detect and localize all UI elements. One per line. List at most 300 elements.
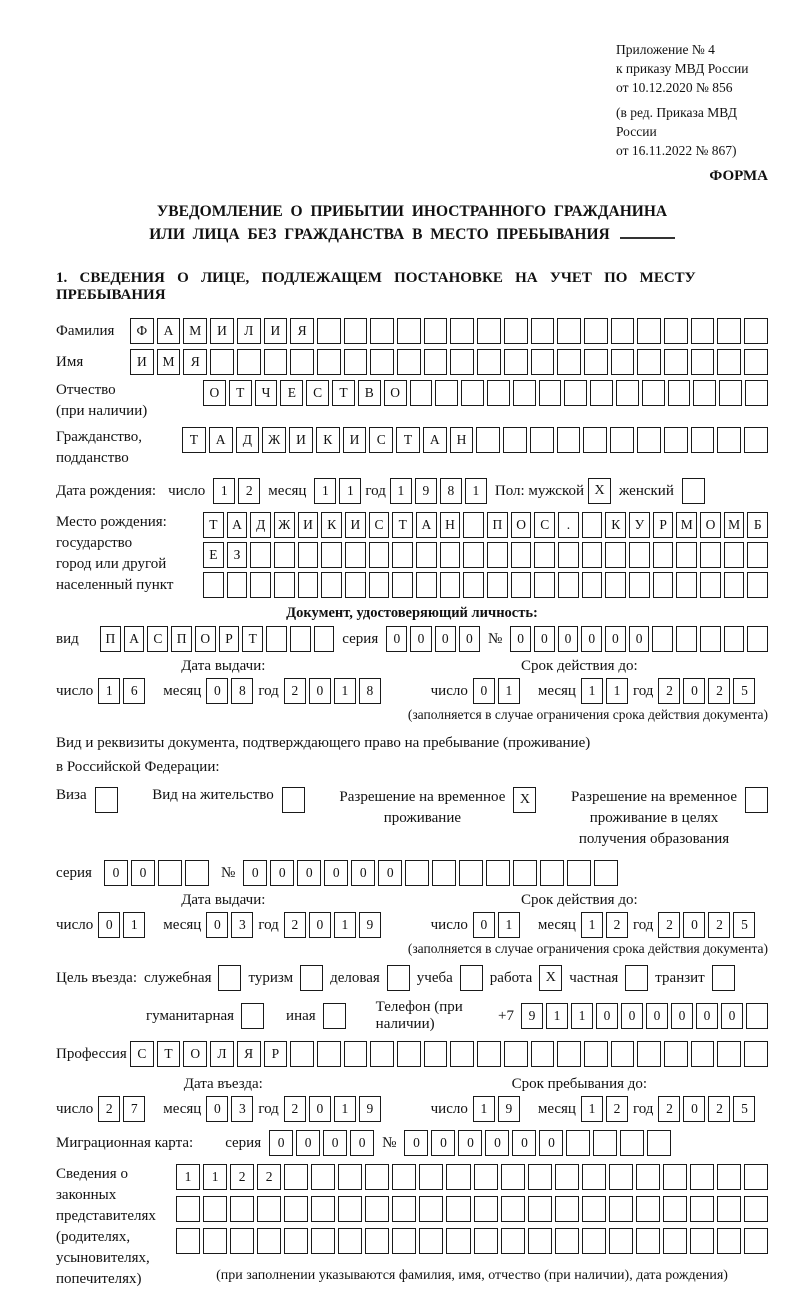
sex-male-checkbox[interactable]: X — [588, 478, 611, 504]
char-cell[interactable] — [700, 542, 721, 568]
char-cell[interactable] — [487, 542, 508, 568]
char-cell[interactable]: К — [316, 427, 340, 453]
char-cell[interactable] — [504, 318, 528, 344]
char-cell[interactable] — [511, 542, 532, 568]
char-cell[interactable]: 0 — [683, 678, 705, 704]
char-cell[interactable]: А — [423, 427, 447, 453]
char-cell[interactable] — [664, 1041, 688, 1067]
char-cell[interactable]: 1 — [213, 478, 235, 504]
char-cell[interactable]: 0 — [309, 1096, 331, 1122]
char-cell[interactable] — [582, 542, 603, 568]
char-cell[interactable] — [744, 349, 768, 375]
char-cell[interactable]: С — [147, 626, 168, 652]
char-cell[interactable] — [582, 572, 603, 598]
char-cell[interactable]: 6 — [123, 678, 145, 704]
char-cell[interactable]: 1 — [581, 1096, 603, 1122]
char-cell[interactable] — [250, 572, 271, 598]
char-cell[interactable] — [636, 1164, 660, 1190]
char-cell[interactable]: 0 — [696, 1003, 718, 1029]
char-cell[interactable]: 0 — [351, 860, 375, 886]
char-cell[interactable]: 1 — [465, 478, 487, 504]
char-cell[interactable] — [486, 860, 510, 886]
char-cell[interactable]: 3 — [231, 1096, 253, 1122]
char-cell[interactable] — [584, 1041, 608, 1067]
char-cell[interactable]: Я — [290, 318, 314, 344]
char-cell[interactable] — [463, 572, 484, 598]
char-cell[interactable] — [690, 1164, 714, 1190]
char-cell[interactable]: 2 — [606, 1096, 628, 1122]
char-cell[interactable] — [392, 1196, 416, 1222]
char-cell[interactable]: 1 — [176, 1164, 200, 1190]
purpose-other-checkbox[interactable] — [323, 1003, 346, 1029]
char-cell[interactable]: 9 — [521, 1003, 543, 1029]
char-cell[interactable]: 0 — [104, 860, 128, 886]
char-cell[interactable]: 1 — [339, 478, 361, 504]
char-cell[interactable] — [717, 1041, 741, 1067]
char-cell[interactable] — [477, 318, 501, 344]
char-cell[interactable] — [534, 542, 555, 568]
char-cell[interactable] — [719, 380, 742, 406]
char-cell[interactable] — [311, 1164, 335, 1190]
char-cell[interactable] — [676, 572, 697, 598]
char-cell[interactable]: 0 — [721, 1003, 743, 1029]
char-cell[interactable] — [397, 1041, 421, 1067]
char-cell[interactable]: 0 — [646, 1003, 668, 1029]
char-cell[interactable]: 1 — [546, 1003, 568, 1029]
char-cell[interactable]: 1 — [334, 912, 356, 938]
char-cell[interactable]: 0 — [485, 1130, 509, 1156]
char-cell[interactable]: Т — [182, 427, 206, 453]
char-cell[interactable] — [477, 1041, 501, 1067]
char-cell[interactable] — [317, 349, 341, 375]
char-cell[interactable] — [185, 860, 209, 886]
char-cell[interactable] — [584, 349, 608, 375]
char-cell[interactable] — [582, 512, 603, 538]
char-cell[interactable] — [700, 626, 721, 652]
char-cell[interactable]: Ж — [262, 427, 286, 453]
char-cell[interactable]: К — [321, 512, 342, 538]
char-cell[interactable]: И — [210, 318, 234, 344]
char-cell[interactable] — [504, 1041, 528, 1067]
char-cell[interactable] — [744, 1196, 768, 1222]
char-cell[interactable]: 0 — [605, 626, 626, 652]
char-cell[interactable]: Т — [392, 512, 413, 538]
char-cell[interactable]: М — [724, 512, 745, 538]
char-cell[interactable] — [365, 1228, 389, 1254]
char-cell[interactable] — [392, 1228, 416, 1254]
char-cell[interactable] — [629, 572, 650, 598]
char-cell[interactable] — [321, 572, 342, 598]
char-cell[interactable] — [584, 318, 608, 344]
char-cell[interactable] — [504, 349, 528, 375]
char-cell[interactable]: Б — [747, 512, 768, 538]
char-cell[interactable] — [609, 1196, 633, 1222]
char-cell[interactable]: Л — [210, 1041, 234, 1067]
char-cell[interactable]: 0 — [324, 860, 348, 886]
char-cell[interactable] — [290, 626, 311, 652]
char-cell[interactable]: 9 — [359, 1096, 381, 1122]
char-cell[interactable]: 0 — [297, 860, 321, 886]
char-cell[interactable] — [620, 1130, 644, 1156]
char-cell[interactable]: И — [345, 512, 366, 538]
char-cell[interactable]: 5 — [733, 912, 755, 938]
char-cell[interactable]: С — [369, 427, 393, 453]
char-cell[interactable]: 8 — [231, 678, 253, 704]
char-cell[interactable] — [290, 1041, 314, 1067]
char-cell[interactable] — [540, 860, 564, 886]
char-cell[interactable]: Е — [203, 542, 224, 568]
char-cell[interactable] — [392, 1164, 416, 1190]
char-cell[interactable]: В — [358, 380, 381, 406]
char-cell[interactable] — [511, 572, 532, 598]
char-cell[interactable] — [345, 572, 366, 598]
char-cell[interactable]: Р — [653, 512, 674, 538]
char-cell[interactable]: И — [298, 512, 319, 538]
char-cell[interactable] — [365, 1164, 389, 1190]
char-cell[interactable] — [459, 860, 483, 886]
char-cell[interactable] — [564, 380, 587, 406]
char-cell[interactable]: 8 — [440, 478, 462, 504]
char-cell[interactable]: 0 — [323, 1130, 347, 1156]
char-cell[interactable]: Н — [450, 427, 474, 453]
char-cell[interactable]: 0 — [206, 1096, 228, 1122]
char-cell[interactable] — [210, 349, 234, 375]
char-cell[interactable]: 1 — [498, 678, 520, 704]
char-cell[interactable] — [593, 1130, 617, 1156]
char-cell[interactable] — [582, 1196, 606, 1222]
char-cell[interactable] — [653, 572, 674, 598]
char-cell[interactable] — [450, 1041, 474, 1067]
char-cell[interactable]: 2 — [708, 912, 730, 938]
char-cell[interactable] — [298, 542, 319, 568]
char-cell[interactable] — [664, 349, 688, 375]
char-cell[interactable] — [463, 512, 484, 538]
char-cell[interactable]: А — [227, 512, 248, 538]
char-cell[interactable]: 1 — [334, 1096, 356, 1122]
char-cell[interactable]: 0 — [269, 1130, 293, 1156]
char-cell[interactable] — [424, 318, 448, 344]
char-cell[interactable]: 0 — [378, 860, 402, 886]
char-cell[interactable]: Л — [237, 318, 261, 344]
char-cell[interactable] — [370, 349, 394, 375]
char-cell[interactable]: 1 — [123, 912, 145, 938]
char-cell[interactable] — [717, 1164, 741, 1190]
char-cell[interactable] — [663, 1228, 687, 1254]
char-cell[interactable]: 2 — [284, 1096, 306, 1122]
char-cell[interactable] — [605, 542, 626, 568]
char-cell[interactable]: 8 — [359, 678, 381, 704]
char-cell[interactable] — [629, 542, 650, 568]
char-cell[interactable]: 1 — [571, 1003, 593, 1029]
char-cell[interactable] — [369, 572, 390, 598]
char-cell[interactable] — [717, 1196, 741, 1222]
char-cell[interactable] — [652, 626, 673, 652]
char-cell[interactable] — [477, 349, 501, 375]
char-cell[interactable] — [690, 1228, 714, 1254]
char-cell[interactable] — [717, 427, 741, 453]
char-cell[interactable]: 1 — [581, 912, 603, 938]
char-cell[interactable] — [663, 1164, 687, 1190]
char-cell[interactable]: 0 — [431, 1130, 455, 1156]
char-cell[interactable]: С — [306, 380, 329, 406]
char-cell[interactable]: П — [171, 626, 192, 652]
char-cell[interactable]: Т — [157, 1041, 181, 1067]
char-cell[interactable]: 0 — [404, 1130, 428, 1156]
char-cell[interactable] — [744, 1041, 768, 1067]
char-cell[interactable] — [474, 1164, 498, 1190]
char-cell[interactable]: И — [343, 427, 367, 453]
char-cell[interactable] — [344, 349, 368, 375]
char-cell[interactable] — [311, 1196, 335, 1222]
char-cell[interactable] — [744, 1228, 768, 1254]
char-cell[interactable] — [476, 427, 500, 453]
char-cell[interactable]: О — [511, 512, 532, 538]
char-cell[interactable] — [461, 380, 484, 406]
char-cell[interactable] — [416, 542, 437, 568]
char-cell[interactable]: И — [130, 349, 154, 375]
char-cell[interactable]: А — [416, 512, 437, 538]
char-cell[interactable] — [594, 860, 618, 886]
char-cell[interactable] — [176, 1196, 200, 1222]
char-cell[interactable]: 0 — [206, 912, 228, 938]
char-cell[interactable]: 2 — [708, 1096, 730, 1122]
char-cell[interactable] — [237, 349, 261, 375]
purpose-humanitarian-checkbox[interactable] — [241, 1003, 264, 1029]
char-cell[interactable]: Я — [183, 349, 207, 375]
residence-permit-checkbox[interactable] — [282, 787, 305, 813]
char-cell[interactable] — [530, 427, 554, 453]
char-cell[interactable] — [432, 860, 456, 886]
char-cell[interactable]: Ж — [274, 512, 295, 538]
char-cell[interactable] — [203, 1228, 227, 1254]
char-cell[interactable]: Ч — [255, 380, 278, 406]
char-cell[interactable]: О — [203, 380, 226, 406]
char-cell[interactable]: Н — [440, 512, 461, 538]
char-cell[interactable]: 5 — [733, 1096, 755, 1122]
char-cell[interactable]: 9 — [498, 1096, 520, 1122]
char-cell[interactable] — [419, 1228, 443, 1254]
char-cell[interactable] — [531, 349, 555, 375]
char-cell[interactable] — [642, 380, 665, 406]
char-cell[interactable] — [558, 542, 579, 568]
purpose-work-checkbox[interactable]: X — [539, 965, 562, 991]
char-cell[interactable] — [501, 1164, 525, 1190]
char-cell[interactable] — [744, 1164, 768, 1190]
char-cell[interactable]: К — [605, 512, 626, 538]
char-cell[interactable]: 0 — [558, 626, 579, 652]
char-cell[interactable] — [158, 860, 182, 886]
char-cell[interactable]: 0 — [410, 626, 431, 652]
char-cell[interactable] — [397, 349, 421, 375]
char-cell[interactable] — [274, 572, 295, 598]
char-cell[interactable] — [691, 427, 715, 453]
char-cell[interactable] — [611, 318, 635, 344]
char-cell[interactable] — [744, 427, 768, 453]
char-cell[interactable] — [257, 1196, 281, 1222]
char-cell[interactable]: 2 — [238, 478, 260, 504]
char-cell[interactable] — [653, 542, 674, 568]
char-cell[interactable] — [609, 1164, 633, 1190]
char-cell[interactable] — [410, 380, 433, 406]
purpose-transit-checkbox[interactable] — [712, 965, 735, 991]
char-cell[interactable]: С — [369, 512, 390, 538]
char-cell[interactable] — [266, 626, 287, 652]
char-cell[interactable] — [582, 1164, 606, 1190]
char-cell[interactable]: О — [700, 512, 721, 538]
char-cell[interactable]: 1 — [390, 478, 412, 504]
char-cell[interactable]: С — [130, 1041, 154, 1067]
char-cell[interactable] — [513, 380, 536, 406]
char-cell[interactable] — [311, 1228, 335, 1254]
char-cell[interactable] — [567, 860, 591, 886]
char-cell[interactable] — [637, 318, 661, 344]
char-cell[interactable]: О — [183, 1041, 207, 1067]
char-cell[interactable]: П — [100, 626, 121, 652]
char-cell[interactable] — [463, 542, 484, 568]
char-cell[interactable]: 2 — [230, 1164, 254, 1190]
char-cell[interactable]: З — [227, 542, 248, 568]
char-cell[interactable] — [557, 318, 581, 344]
char-cell[interactable]: 0 — [309, 912, 331, 938]
char-cell[interactable] — [314, 626, 335, 652]
char-cell[interactable] — [405, 860, 429, 886]
char-cell[interactable] — [501, 1196, 525, 1222]
char-cell[interactable]: М — [157, 349, 181, 375]
purpose-official-checkbox[interactable] — [218, 965, 241, 991]
char-cell[interactable]: 0 — [473, 678, 495, 704]
char-cell[interactable]: 1 — [581, 678, 603, 704]
char-cell[interactable] — [487, 380, 510, 406]
char-cell[interactable] — [176, 1228, 200, 1254]
char-cell[interactable] — [663, 1196, 687, 1222]
char-cell[interactable]: Ф — [130, 318, 154, 344]
char-cell[interactable] — [227, 572, 248, 598]
char-cell[interactable]: О — [384, 380, 407, 406]
char-cell[interactable] — [744, 318, 768, 344]
char-cell[interactable] — [397, 318, 421, 344]
char-cell[interactable]: 2 — [284, 678, 306, 704]
char-cell[interactable]: 0 — [683, 1096, 705, 1122]
char-cell[interactable] — [637, 427, 661, 453]
char-cell[interactable] — [369, 542, 390, 568]
char-cell[interactable] — [609, 1228, 633, 1254]
char-cell[interactable] — [474, 1196, 498, 1222]
char-cell[interactable]: 1 — [314, 478, 336, 504]
char-cell[interactable] — [539, 380, 562, 406]
char-cell[interactable] — [370, 1041, 394, 1067]
char-cell[interactable]: 0 — [459, 626, 480, 652]
char-cell[interactable] — [746, 1003, 768, 1029]
char-cell[interactable] — [487, 572, 508, 598]
char-cell[interactable]: 1 — [473, 1096, 495, 1122]
char-cell[interactable]: 0 — [534, 626, 555, 652]
char-cell[interactable]: Д — [236, 427, 260, 453]
char-cell[interactable]: Т — [396, 427, 420, 453]
char-cell[interactable]: А — [209, 427, 233, 453]
char-cell[interactable] — [392, 572, 413, 598]
char-cell[interactable] — [693, 380, 716, 406]
char-cell[interactable]: 0 — [386, 626, 407, 652]
temp-residence-edu-checkbox[interactable] — [745, 787, 768, 813]
char-cell[interactable] — [691, 318, 715, 344]
char-cell[interactable]: 0 — [683, 912, 705, 938]
char-cell[interactable] — [637, 1041, 661, 1067]
char-cell[interactable] — [717, 349, 741, 375]
char-cell[interactable] — [555, 1164, 579, 1190]
char-cell[interactable] — [558, 572, 579, 598]
char-cell[interactable]: 0 — [435, 626, 456, 652]
char-cell[interactable]: 1 — [498, 912, 520, 938]
char-cell[interactable] — [605, 572, 626, 598]
char-cell[interactable] — [321, 542, 342, 568]
char-cell[interactable]: 0 — [350, 1130, 374, 1156]
char-cell[interactable] — [724, 626, 745, 652]
char-cell[interactable] — [610, 427, 634, 453]
char-cell[interactable] — [557, 427, 581, 453]
char-cell[interactable]: 9 — [359, 912, 381, 938]
char-cell[interactable] — [503, 427, 527, 453]
char-cell[interactable] — [690, 1196, 714, 1222]
char-cell[interactable]: 2 — [98, 1096, 120, 1122]
char-cell[interactable]: 0 — [131, 860, 155, 886]
char-cell[interactable] — [274, 542, 295, 568]
char-cell[interactable] — [636, 1196, 660, 1222]
char-cell[interactable] — [745, 380, 768, 406]
char-cell[interactable] — [747, 542, 768, 568]
char-cell[interactable] — [557, 1041, 581, 1067]
char-cell[interactable]: А — [124, 626, 145, 652]
char-cell[interactable]: Я — [237, 1041, 261, 1067]
char-cell[interactable] — [676, 542, 697, 568]
char-cell[interactable] — [257, 1228, 281, 1254]
char-cell[interactable] — [700, 572, 721, 598]
char-cell[interactable]: М — [676, 512, 697, 538]
char-cell[interactable]: 0 — [581, 626, 602, 652]
char-cell[interactable] — [338, 1228, 362, 1254]
char-cell[interactable]: 0 — [309, 678, 331, 704]
purpose-private-checkbox[interactable] — [625, 965, 648, 991]
char-cell[interactable] — [290, 349, 314, 375]
char-cell[interactable] — [298, 572, 319, 598]
char-cell[interactable]: 2 — [658, 678, 680, 704]
char-cell[interactable] — [636, 1228, 660, 1254]
char-cell[interactable]: И — [289, 427, 313, 453]
char-cell[interactable] — [528, 1164, 552, 1190]
char-cell[interactable] — [534, 572, 555, 598]
char-cell[interactable] — [345, 542, 366, 568]
char-cell[interactable]: 0 — [629, 626, 650, 652]
char-cell[interactable]: Т — [332, 380, 355, 406]
char-cell[interactable]: 0 — [296, 1130, 320, 1156]
char-cell[interactable]: 9 — [415, 478, 437, 504]
char-cell[interactable] — [203, 572, 224, 598]
char-cell[interactable] — [724, 542, 745, 568]
char-cell[interactable] — [747, 572, 768, 598]
char-cell[interactable] — [250, 542, 271, 568]
char-cell[interactable]: 2 — [708, 678, 730, 704]
char-cell[interactable] — [446, 1196, 470, 1222]
char-cell[interactable] — [338, 1164, 362, 1190]
char-cell[interactable]: 0 — [596, 1003, 618, 1029]
sex-female-checkbox[interactable] — [682, 478, 705, 504]
char-cell[interactable]: Д — [250, 512, 271, 538]
temp-residence-checkbox[interactable]: X — [513, 787, 536, 813]
char-cell[interactable]: 1 — [203, 1164, 227, 1190]
char-cell[interactable]: 0 — [270, 860, 294, 886]
char-cell[interactable] — [668, 380, 691, 406]
char-cell[interactable] — [637, 349, 661, 375]
char-cell[interactable] — [370, 318, 394, 344]
